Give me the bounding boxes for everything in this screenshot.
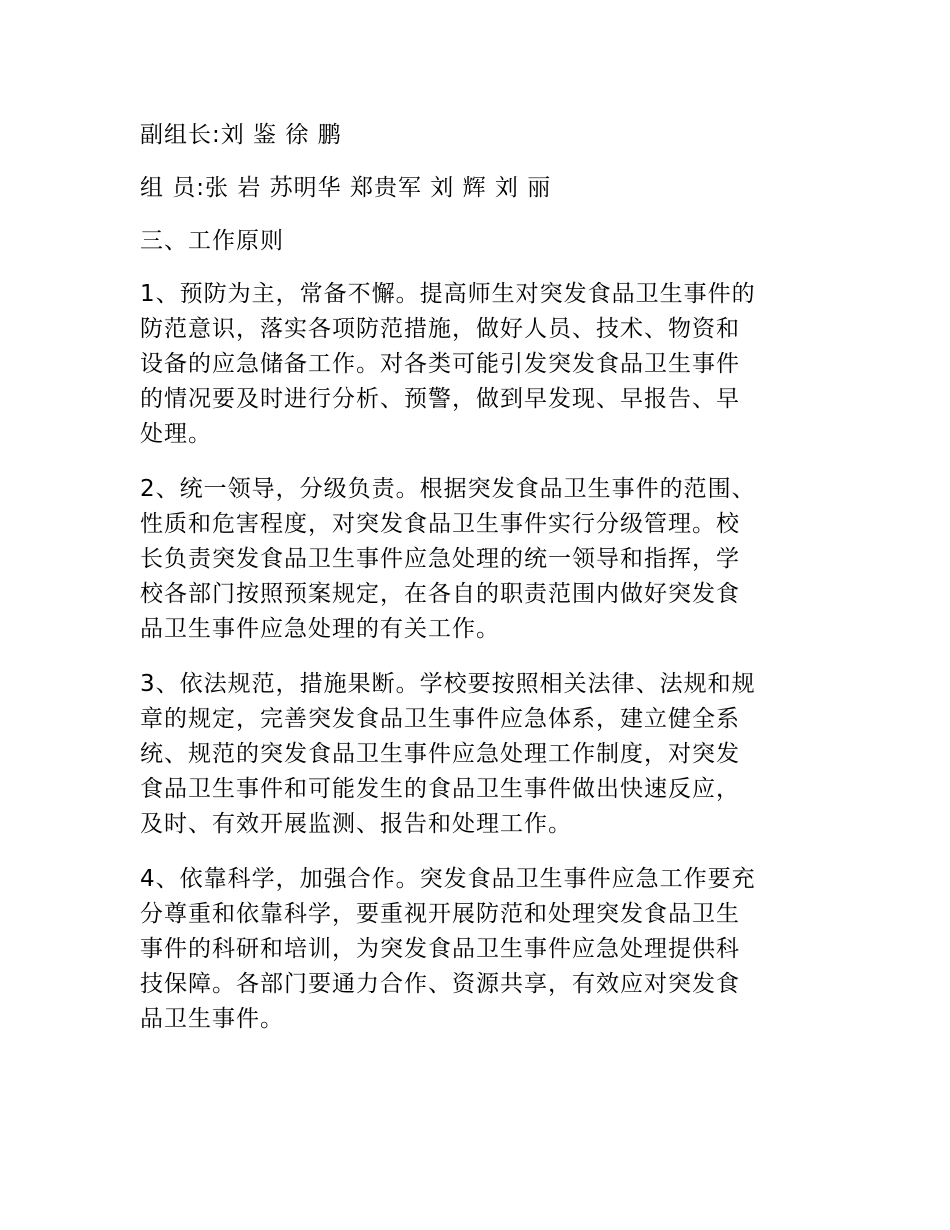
group-members-line: 组 员:张 岩 苏明华 郑贵军 刘 辉 刘 丽 bbox=[140, 175, 552, 201]
paragraph-line: 防范意识，落实各项防范措施，做好人员、技术、物资和 bbox=[140, 316, 740, 342]
paragraph-line: 4、依靠科学，加强合作。突发食品卫生事件应急工作要充 bbox=[140, 866, 756, 892]
paragraph-line: 章的规定，完善突发食品卫生事件应急体系，建立健全系 bbox=[140, 706, 740, 732]
paragraph-2 bbox=[140, 472, 820, 647]
paragraph-line: 校各部门按照预案规定，在各自的职责范围内做好突发食 bbox=[140, 581, 740, 607]
paragraph-1 bbox=[140, 277, 820, 452]
paragraph-3 bbox=[140, 667, 820, 842]
paragraph-line: 性质和危害程度，对突发食品卫生事件实行分级管理。校 bbox=[140, 511, 740, 537]
paragraph-line: 品卫生事件应急处理的有关工作。 bbox=[140, 616, 500, 642]
deputy-leader-line: 副组长:刘 鉴 徐 鹏 bbox=[140, 122, 342, 148]
paragraph-line: 3、依法规范，措施果断。学校要按照相关法律、法规和规 bbox=[140, 671, 756, 697]
paragraph-line: 1、预防为主，常备不懈。提高师生对突发食品卫生事件的 bbox=[140, 281, 756, 307]
paragraph-line: 技保障。各部门要通力合作、资源共享，有效应对突发食 bbox=[140, 971, 740, 997]
paragraph-line: 设备的应急储备工作。对各类可能引发突发食品卫生事件 bbox=[140, 351, 740, 377]
document-page bbox=[140, 118, 820, 1057]
paragraph-line: 及时、有效开展监测、报告和处理工作。 bbox=[140, 811, 572, 837]
paragraph-4 bbox=[140, 862, 820, 1037]
paragraph-line: 统、规范的突发食品卫生事件应急处理工作制度，对突发 bbox=[140, 741, 740, 767]
paragraph-line: 处理。 bbox=[140, 421, 212, 447]
paragraph-line: 长负责突发食品卫生事件应急处理的统一领导和指挥，学 bbox=[140, 546, 740, 572]
paragraph-line: 品卫生事件。 bbox=[140, 1006, 284, 1032]
paragraph-line: 食品卫生事件和可能发生的食品卫生事件做出快速反应， bbox=[140, 776, 740, 802]
paragraph-line: 分尊重和依靠科学，要重视开展防范和处理突发食品卫生 bbox=[140, 901, 740, 927]
paragraph-line: 2、统一领导，分级负责。根据突发食品卫生事件的范围、 bbox=[140, 476, 756, 502]
paragraph-line: 的情况要及时进行分析、预警，做到早发现、早报告、早 bbox=[140, 386, 740, 412]
paragraph-line: 事件的科研和培训，为突发食品卫生事件应急处理提供科 bbox=[140, 936, 740, 962]
section-title: 三、工作原则 bbox=[140, 228, 284, 254]
